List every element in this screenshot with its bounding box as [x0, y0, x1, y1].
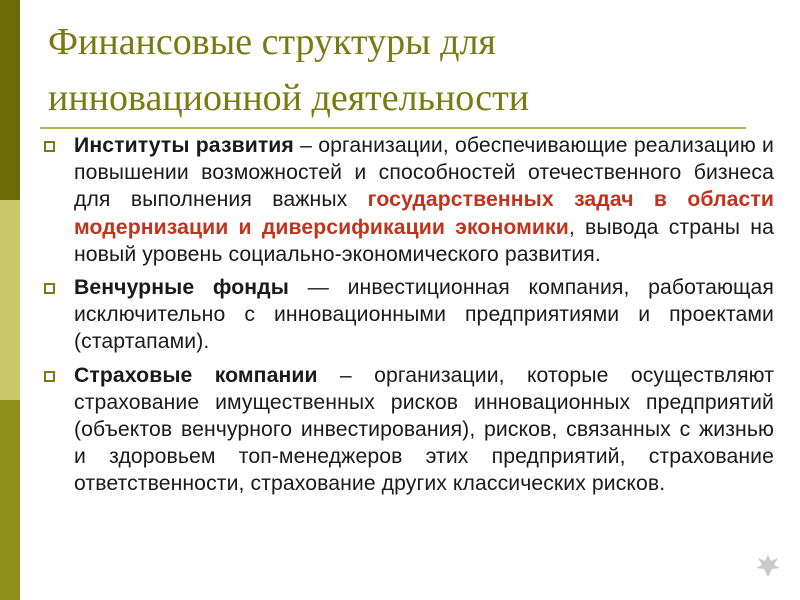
bullet-body: – организации, которые осуществляют страхование имущественных рисков инновационных предприятий (объектов венчурного инвестирования), рисков, связанных с жизнью и здоровьем топ-менеджеров этих предприятий, страхование ответственности, страхование других классических рисков. — [74, 363, 775, 496]
bullet-body: — инвестиционная компания, работающая исключительно с инновационными предприятиями и проектами (стартапами). — [74, 276, 774, 354]
bullet-text — [74, 132, 774, 268]
slide-title — [48, 14, 768, 126]
bullet-item-venture-funds — [44, 274, 774, 356]
bullet-body: – организации, обеспечивающие реализацию и повышении возможностей и способностей отечественного бизнеса для выполнения важных — [74, 134, 774, 212]
square-bullet-icon — [44, 283, 55, 294]
bullet-text — [74, 274, 774, 356]
title-divider — [40, 127, 746, 129]
side-stripe-bottom — [0, 400, 20, 600]
bullet-term: Страховые компании — [74, 363, 318, 387]
eagle-logo-icon — [754, 552, 782, 580]
bullet-body-tail: , вывода страны на новый уровень социально-экономического развития. — [74, 215, 774, 266]
slide-title-line-1: Финансовые структуры для — [48, 21, 496, 63]
bullet-item-development-institutes — [44, 132, 774, 268]
bullet-item-insurance-companies — [44, 362, 774, 498]
bullet-term: Институты развития — [74, 134, 294, 157]
square-bullet-icon — [44, 371, 55, 382]
side-stripe-top — [0, 0, 20, 200]
square-bullet-icon — [44, 141, 55, 152]
watermark — [754, 552, 782, 580]
side-stripe-middle — [0, 200, 20, 400]
bullet-list — [44, 132, 774, 504]
bullet-term: Венчурные фонды — [74, 276, 289, 300]
slide-title-line-2: инновационной деятельности — [48, 77, 530, 119]
bullet-highlight: государственных задач в области модернизации и диверсификации экономики — [74, 188, 774, 239]
bullet-text — [74, 362, 774, 498]
